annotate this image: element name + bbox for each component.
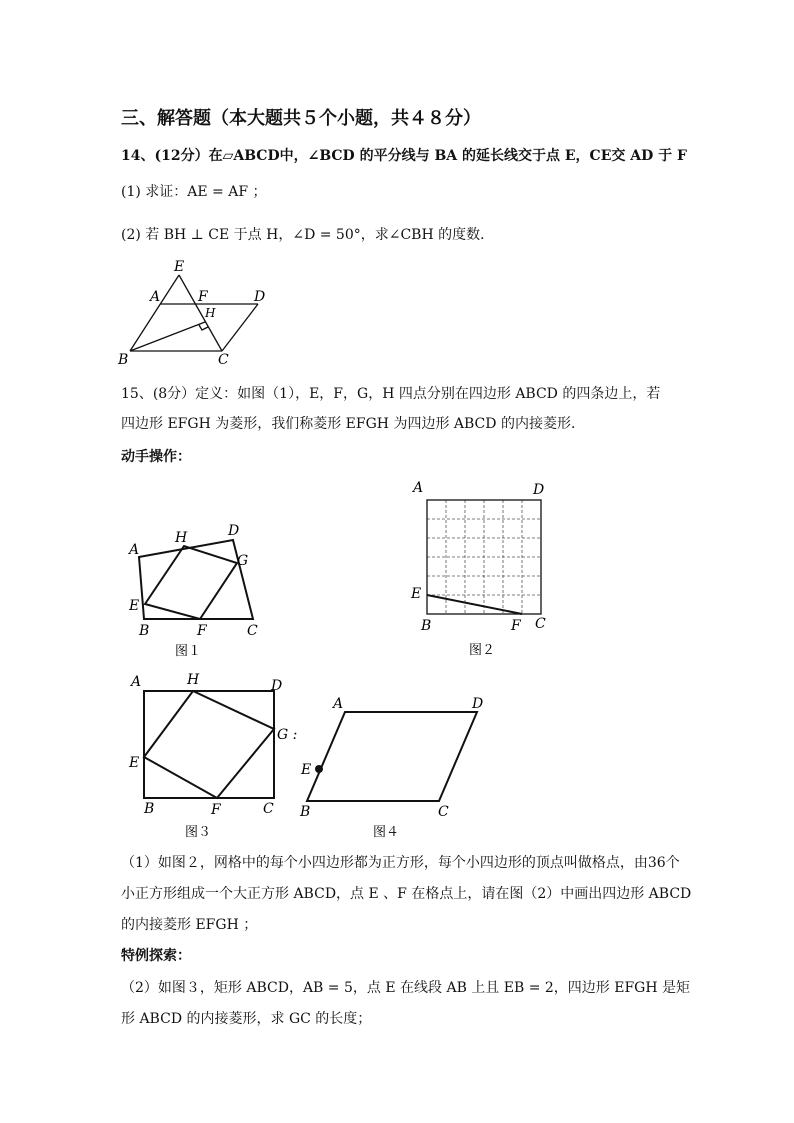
- q15-figure-1: [125, 520, 270, 662]
- fig3-label-e: E: [129, 755, 140, 771]
- fig3-label-g: G :: [277, 727, 298, 743]
- fig1-label-f: F: [197, 623, 207, 639]
- fig4-label-c: C: [438, 804, 449, 820]
- rectangle-abcd: [144, 691, 274, 798]
- q14-part1: (1) 求证：AE = AF ；: [121, 184, 267, 200]
- q15-part1-line3: 的内接菱形 EFGH ；: [121, 917, 258, 933]
- fig2-caption: 图２: [469, 643, 496, 658]
- q15-figure-2: [405, 478, 565, 663]
- label-h: H: [205, 306, 216, 320]
- q15-stem-line2: 四边形 EFGH 为菱形，我们称菱形 EFGH 为四边形 ABCD 的内接菱形．: [121, 416, 585, 432]
- segment-dc: [222, 304, 258, 351]
- rhombus-efgh: [144, 691, 274, 798]
- q15-stem-line1: 15、(8分）定义：如图（1），E，F，G，H 四点分别在四边形 ABCD 的四条边上，若: [121, 386, 661, 402]
- label-f: F: [198, 289, 208, 305]
- segment-be: [130, 275, 179, 351]
- q15-figure-4: [295, 690, 495, 843]
- fig2-label-d: D: [533, 482, 545, 498]
- rhombus-efgh: [145, 546, 237, 619]
- label-c: C: [218, 352, 229, 368]
- fig2-label-b: B: [421, 618, 432, 634]
- fig3-label-h: H: [187, 672, 200, 688]
- fig1-label-d: D: [228, 523, 240, 539]
- q15-figure-3: [125, 668, 305, 843]
- q15-part1-line1: （1）如图２，网格中的每个小四边形都为正方形，每个小四边形的顶点叫做格点，由36个: [121, 855, 680, 871]
- parallelogram-abcd: [307, 712, 477, 801]
- fig1-label-h: H: [175, 530, 188, 546]
- fig2-label-a: A: [413, 480, 424, 496]
- point-e: [315, 765, 323, 773]
- fig4-label-b: B: [300, 804, 311, 820]
- fig4-label-e: E: [301, 762, 312, 778]
- fig1-label-e: E: [129, 598, 140, 614]
- fig3-label-a: A: [131, 674, 142, 690]
- q15-part1-line2: 小正方形组成一个大正方形 ABCD，点 E 、F 在格点上，请在图（2）中画出四边形 ABCD: [121, 886, 692, 902]
- fig3-label-b: B: [144, 801, 155, 817]
- fig1-caption: 图１: [175, 644, 202, 659]
- fig3-label-d: D: [271, 678, 283, 694]
- fig1-label-b: B: [139, 623, 150, 639]
- fig4-caption: 图４: [373, 825, 400, 840]
- fig3-caption: 图３: [185, 825, 212, 840]
- fig1-label-a: A: [129, 542, 140, 558]
- q14-part2: (2) 若 BH ⊥ CE 于点 H，∠D = 50°，求∠CBH 的度数．: [121, 227, 495, 243]
- label-a: A: [150, 289, 161, 305]
- fig2-label-c: C: [535, 616, 546, 632]
- fig2-label-e: E: [411, 586, 422, 602]
- q14-stem: 14、(12分）在▱ABCD中，∠BCD 的平分线与 BA 的延长线交于点 E，CE交 AD 于 F: [121, 148, 687, 164]
- fig4-label-d: D: [472, 696, 484, 712]
- q15-part2-line1: （2）如图３，矩形 ABCD，AB = 5，点 E 在线段 AB 上且 EB = 2，四边形 EFGH 是矩: [121, 980, 691, 996]
- q15-hands-on: 动手操作：: [121, 449, 191, 465]
- label-d: D: [254, 289, 266, 305]
- fig4-label-a: A: [333, 696, 344, 712]
- q15-part2-line2: 形 ABCD 的内接菱形，求 GC 的长度；: [121, 1011, 372, 1027]
- label-e: E: [174, 259, 185, 275]
- fig3-label-c: C: [263, 801, 274, 817]
- label-b: B: [118, 352, 129, 368]
- q15-special: 特例探索：: [121, 948, 191, 964]
- fig2-label-f: F: [511, 618, 521, 634]
- fig1-label-c: C: [247, 623, 258, 639]
- segment-ef: [427, 595, 522, 614]
- segment-bh: [130, 322, 205, 351]
- right-angle-mark: [199, 325, 208, 330]
- segment-ec: [179, 275, 222, 351]
- fig3-label-f: F: [211, 802, 221, 818]
- fig1-label-g: G: [237, 553, 249, 569]
- q14-figure: [110, 255, 280, 370]
- section-title: 三、解答题（本大题共５个小题，共４８分）: [121, 108, 481, 129]
